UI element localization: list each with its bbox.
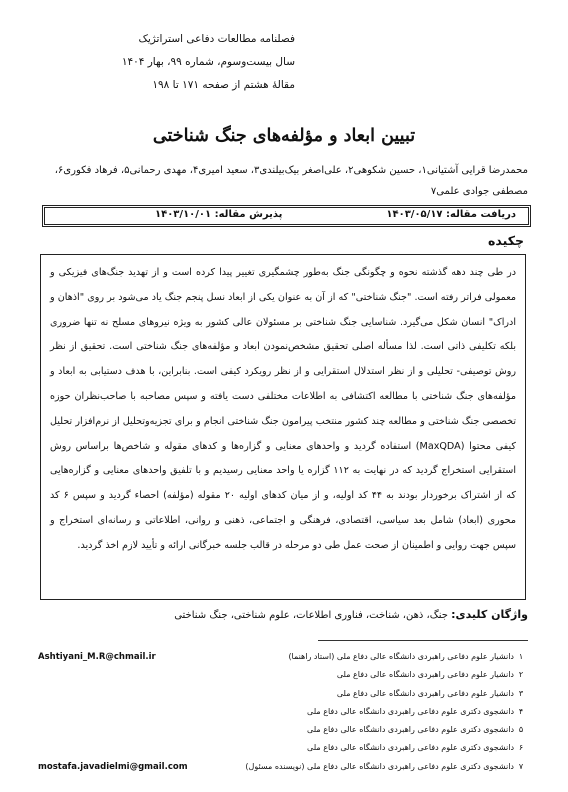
keywords xyxy=(174,608,528,621)
journal-info xyxy=(55,28,295,97)
footnote-number: ۱ xyxy=(518,652,524,661)
journal-name: فصلنامه مطالعات دفاعی استراتژیک xyxy=(138,33,295,45)
footnote xyxy=(38,721,528,739)
footnote-text: دانشیار علوم دفاعی راهبردی دانشگاه عالی دفاع ملی xyxy=(336,688,514,698)
footnote xyxy=(38,739,528,757)
footnote-text: دانشیار علوم دفاعی راهبردی دانشگاه عالی دفاع ملی xyxy=(336,670,514,680)
author-list: محمدرضا قرایی آشتیانی۱، حسین شکوهی۲، علی‌اصغر بیک‌بیلندی۳، سعید امیری۴، مهدی رحمانی۵، فرهاد فکوری۶، مصطفی جوادی علمی۷ xyxy=(54,165,528,197)
footnote xyxy=(38,666,528,684)
dates-box xyxy=(42,205,531,227)
footnote-text: دانشجوی دکتری علوم دفاعی راهبردی دانشگاه عالی دفاع ملی xyxy=(307,706,514,716)
keywords-label: واژگان کلیدی: xyxy=(451,608,528,621)
article-pages: مقالهٔ هشتم از صفحه ۱۷۱ تا ۱۹۸ xyxy=(152,79,295,91)
accepted-date: پذیرش مقاله: ۱۴۰۳/۱۰/۰۱ xyxy=(155,209,283,220)
abstract-box xyxy=(40,254,526,600)
footnotes xyxy=(38,648,528,776)
footnote-separator xyxy=(318,640,528,641)
footnote-number: ۲ xyxy=(518,670,524,680)
author-email[interactable]: Ashtiyani_M.R@chmail.ir xyxy=(38,652,156,662)
footnote xyxy=(38,648,528,666)
received-date: دریافت مقاله: ۱۴۰۳/۰۵/۱۷ xyxy=(386,209,516,220)
footnote-text: دانشیار علوم دفاعی راهبردی دانشگاه عالی دفاع ملی (استاد راهنما) xyxy=(288,652,514,661)
article-title: تبیین ابعاد و مؤلفه‌های جنگ شناختی xyxy=(152,126,416,146)
footnote-text: دانشجوی دکتری علوم دفاعی راهبردی دانشگاه عالی دفاع ملی (نویسنده مسئول) xyxy=(245,761,514,771)
author-email[interactable]: mostafa.javadielmi@gmail.com xyxy=(38,761,188,772)
abstract-body: در طی چند دهه گذشته نحوه و چگونگی جنگ به‌طور چشمگیری تغییر پیدا کرده است و از تهدید جنگ‌های فیزیکی و معمولی فراتر رفته است. "جنگ شناختی" که از آن به عنوان یکی از ابعاد نسل پنجم جنگ یاد می‌شود بر روی "اذهان و ادراک" انسان شکل می‌گیرد. شناسایی جنگ شناختی بر مسئولان عالی کشور به ویژه نیروهای مسلح نه تنها ضروری بلکه تکلیفی ذاتی است. لذا مسأله اصلی تحقیق مشخص‌نمودن ابعاد و مؤلفه‌های جنگ شناختی است. تحقیق از نظر روش توصیفی- تحلیلی و از نظر استدلال استقرایی و از نظر رویکرد کیفی است. بنابراین، با هدف دستیابی به ابعاد و مؤلفه‌های جنگ شناختی با مطالعه اکتشافی به اطلاعات مختلفی دست یافته و سپس مصاحبه با صاحب‌نظران حوزه تخصصی جنگ شناختی و مطالعه چند کشور منتخب پیرامون جنگ شناختی انجام و برای تجزیه‌وتحلیل از نرم‌افزار تحلیل کیفی محتوا (MaxQDA) استفاده گردید و واحدهای معنایی و گزاره‌ها و کدهای مقوله و شاخص‌ها براساس روش استقرایی استخراج گردید که در نهایت به ۱۱۲ گزاره یا واحد معنایی رسیدیم و با تلفیق واحدهای معنایی و گزاره‌هایی که از اشتراک برخوردار بودند به ۴۴ کد اولیه، و از میان کدهای اولیه ۲۰ مقوله (مؤلفه) احصاء گردید و سپس ۶ کد محوری (ابعاد) شامل بعد سیاسی، اقتصادی، فرهنگی و اجتماعی، ذهنی و روانی، اطلاعاتی و رسانه‌ای استخراج و سپس جهت روایی و اطمینان از صحت عمل طی دو مرحله در قالب جلسه خبرگانی ارائه و تأیید لازم اخذ گردید. xyxy=(50,267,516,551)
footnote xyxy=(38,703,528,721)
footnote-number: ۷ xyxy=(518,761,524,771)
footnote-number: ۶ xyxy=(518,743,524,753)
footnote-text: دانشجوی دکتری علوم دفاعی راهبردی دانشگاه عالی دفاع ملی xyxy=(307,725,514,735)
journal-issue: سال بیست‌وسوم، شماره ۹۹، بهار ۱۴۰۴ xyxy=(121,56,295,68)
footnote-text: دانشجوی دکتری علوم دفاعی راهبردی دانشگاه عالی دفاع ملی xyxy=(307,743,514,753)
footnote-number: ۵ xyxy=(518,725,524,735)
abstract-heading: چکیده xyxy=(488,233,524,248)
footnote-number: ۳ xyxy=(518,688,524,698)
footnote-number: ۴ xyxy=(518,706,524,716)
footnote xyxy=(38,758,528,776)
footnote xyxy=(38,685,528,703)
keywords-value: جنگ، ذهن، شناخت، فناوری اطلاعات، علوم شناختی، جنگ شناختی xyxy=(174,610,448,621)
